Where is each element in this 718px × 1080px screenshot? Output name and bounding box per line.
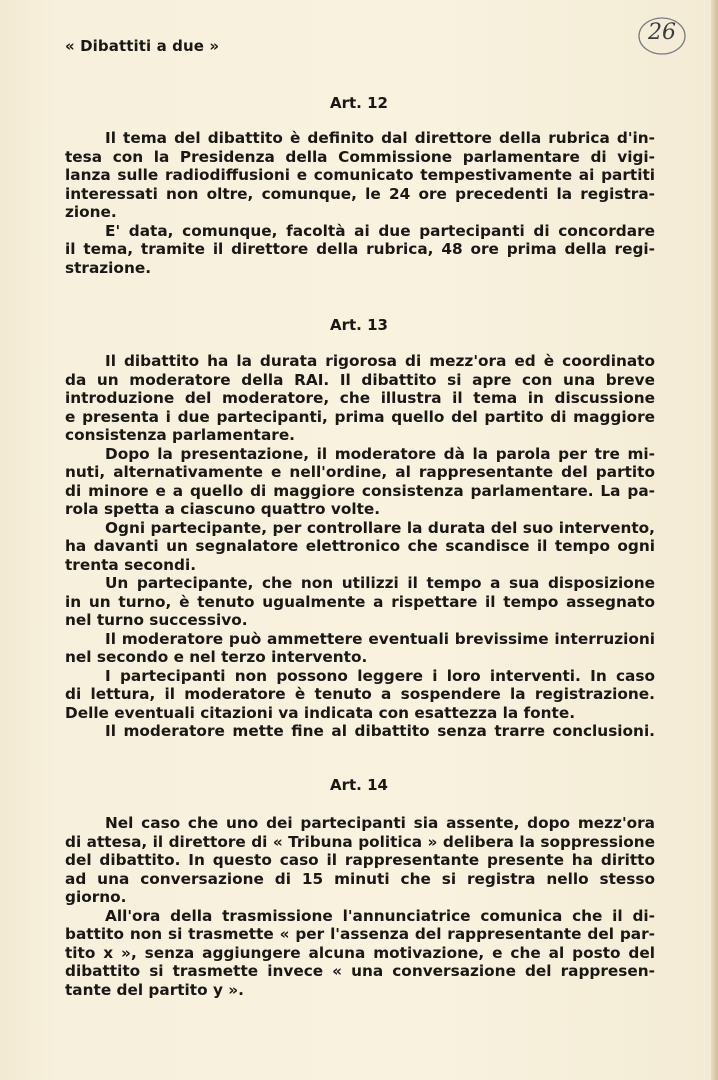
text-line: Delle eventuali citazioni va indicata con esattezza la fonte. <box>65 703 576 722</box>
text-line: Il moderatore mette fine al dibattito senza trarre conclusioni. <box>105 722 655 740</box>
text-line: tito x », senza aggiungere alcuna motivazione, e che al posto del <box>65 943 655 962</box>
page-number: 26 <box>648 20 676 45</box>
text-line: ha davanti un segnalatore elettronico che scandisce il tempo ogni <box>65 537 655 555</box>
text-line: Ogni partecipante, per controllare la durata del suo intervento, <box>105 518 655 537</box>
text-line: di attesa, il direttore di « Tribuna politica » delibera la soppressione <box>65 832 655 851</box>
text-line: strazione. <box>65 258 152 277</box>
text-line: nuti, alternativamente e nell'ordine, al rappresentante del partito <box>65 463 655 481</box>
article-12-body <box>65 129 655 277</box>
text-line: e presenta i due partecipanti, prima quello del partito di maggiore <box>65 407 655 426</box>
text-line: lanza sulle radiodiffusioni e comunicato tempestivamente ai partiti <box>65 166 655 184</box>
article-13-body <box>65 352 655 741</box>
text-line: ad una conversazione di 15 minuti che si registra nello stesso <box>65 869 655 888</box>
text-line: tesa con la Presidenza della Commissione parlamentare di vigi- <box>65 147 655 166</box>
text-line: consistenza parlamentare. <box>65 426 295 444</box>
article-14-title: Art. 14 <box>330 776 388 794</box>
article-12-title: Art. 12 <box>330 94 388 112</box>
text-line: nel turno successivo. <box>65 611 248 629</box>
article-14-body <box>65 814 655 999</box>
text-line: tante del partito y ». <box>65 980 244 999</box>
text-line: il tema, tramite il direttore della rubrica, 48 ore prima della regi- <box>65 240 655 258</box>
article-13-title: Art. 13 <box>330 316 388 334</box>
text-line: E' data, comunque, facoltà ai due partecipanti di concordare <box>105 221 655 240</box>
text-line: zione. <box>65 203 117 221</box>
text-line: Nel caso che uno dei partecipanti sia assente, dopo mezz'ora <box>105 814 655 832</box>
text-line: di minore e a quello di maggiore consistenza parlamentare. La pa- <box>65 481 655 500</box>
text-line: All'ora della trasmissione l'annunciatrice comunica che il di- <box>105 906 655 925</box>
text-line: Il tema del dibattito è definito dal direttore della rubrica d'in- <box>105 129 655 147</box>
text-line: interessati non oltre, comunque, le 24 ore precedenti la registra- <box>65 184 655 203</box>
handwritten-page-number <box>636 14 688 58</box>
text-line: Dopo la presentazione, il moderatore dà la parola per tre mi- <box>105 444 655 463</box>
text-line: Il moderatore può ammettere eventuali brevissime interruzioni <box>105 629 655 648</box>
text-line: dibattito si trasmette invece « una conversazione del rappresen- <box>65 962 655 980</box>
text-line: I partecipanti non possono leggere i loro interventi. In caso <box>105 666 655 685</box>
text-line: di lettura, il moderatore è tenuto a sospendere la registrazione. <box>65 685 655 703</box>
text-line: Il dibattito ha la durata rigorosa di mezz'ora ed è coordinato <box>105 352 655 370</box>
text-line: battito non si trasmette « per l'assenza del rappresentante del par- <box>65 925 655 943</box>
text-line: in un turno, è tenuto ugualmente a rispettare il tempo assegnato <box>65 592 655 611</box>
text-line: trenta secondi. <box>65 555 197 574</box>
text-line: del dibattito. In questo caso il rappresentante presente ha diritto <box>65 851 655 869</box>
text-line: introduzione del moderatore, che illustra il tema in discussione <box>65 389 655 407</box>
text-line: nel secondo e nel terzo intervento. <box>65 648 368 666</box>
text-line: rola spetta a ciascuno quattro volte. <box>65 500 381 518</box>
series-title: « Dibattiti a due » <box>65 37 220 55</box>
text-line: giorno. <box>65 888 127 906</box>
page-edge <box>711 0 718 1080</box>
text-line: Un partecipante, che non utilizzi il tempo a sua disposizione <box>105 574 655 592</box>
text-line: da un moderatore della RAI. Il dibattito si apre con una breve <box>65 370 655 389</box>
